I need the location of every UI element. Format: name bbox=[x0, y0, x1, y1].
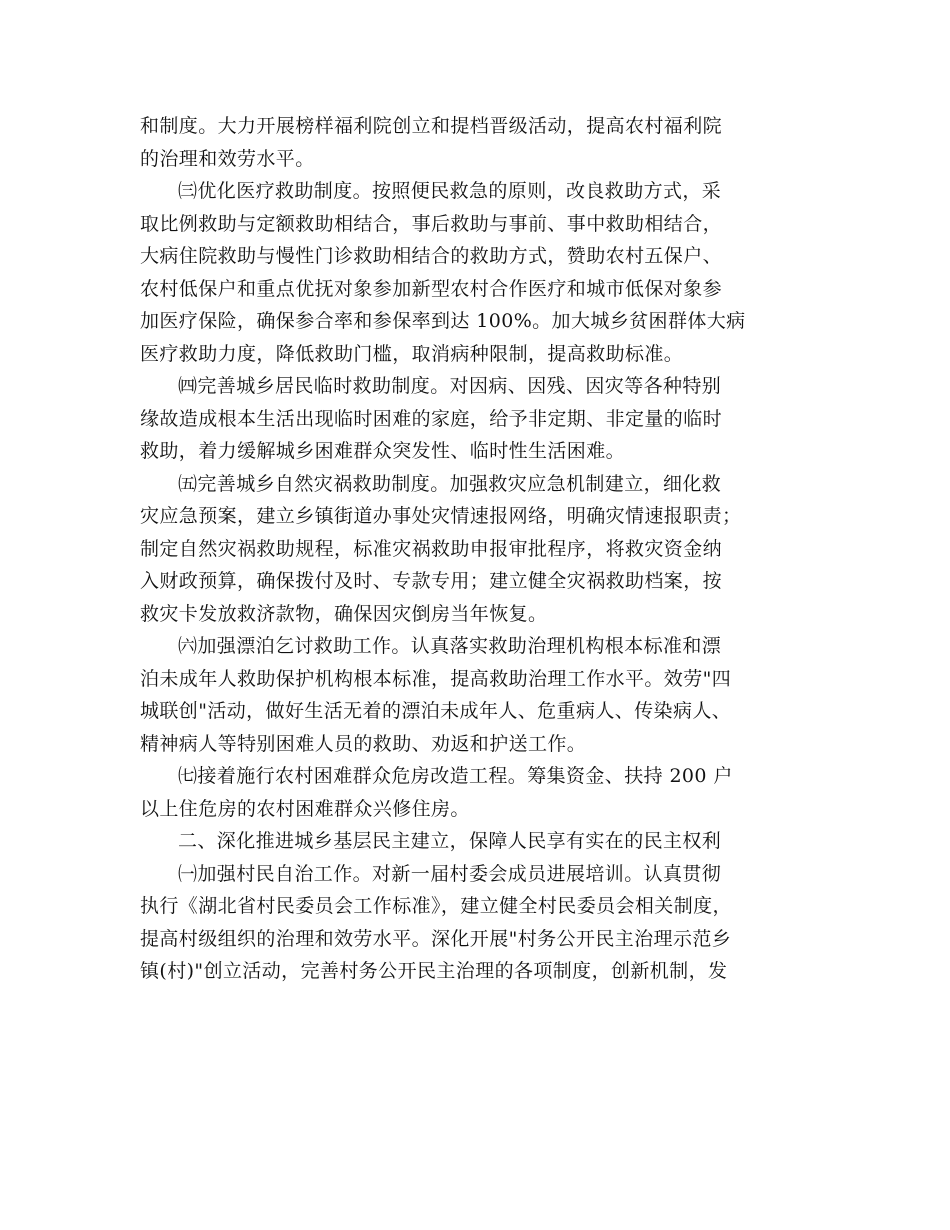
text-line: 以上住危房的农村困难群众兴修住房。 bbox=[140, 797, 470, 820]
text-line: ㈤完善城乡自然灾祸救助制度。加强救灾应急机制建立，细化救 bbox=[178, 472, 722, 495]
text-line: 灾应急预案，建立乡镇街道办事处灾情速报网络，明确灾情速报职责； bbox=[140, 505, 742, 527]
text-line: 提高村级组织的治理和效劳水平。深化开展"村务公开民主治理示范乡 bbox=[140, 927, 732, 950]
text-line: 救助，着力缓解城乡困难群众突发性、临时性生活困难。 bbox=[140, 440, 626, 462]
text-line: 加医疗保险，确保参合率和参保率到达 100%。加大城乡贫困群体大病 bbox=[140, 310, 746, 332]
text-line: 制定自然灾祸救助规程，标准灾祸救助申报审批程序，将救灾资金纳 bbox=[140, 537, 723, 560]
text-line: 医疗救助力度，降低救助门槛，取消病种限制，提高救助标准。 bbox=[140, 342, 684, 365]
text-line: 镇(村)"创立活动，完善村务公开民主治理的各项制度，创新机制，发 bbox=[140, 960, 728, 982]
text-line: 二、深化推进城乡基层民主建立，保障人民享有实在的民主权利 bbox=[178, 830, 722, 852]
text-line: 农村低保户和重点优抚对象参加新型农村合作医疗和城市低保对象参 bbox=[140, 277, 723, 300]
text-line: 救灾卡发放救济款物，确保因灾倒房当年恢复。 bbox=[140, 602, 548, 625]
text-line: 入财政预算，确保拨付及时、专款专用；建立健全灾祸救助档案，按 bbox=[140, 570, 723, 592]
text-line: 城联创"活动，做好生活无着的漂泊未成年人、危重病人、传染病人、 bbox=[140, 700, 732, 722]
text-line: ㈠加强村民自治工作。对新一届村委会成员进展培训。认真贯彻 bbox=[178, 862, 722, 885]
text-line: ㈣完善城乡居民临时救助制度。对因病、因残、因灾等各种特别 bbox=[178, 375, 722, 397]
text-line: ㈥加强漂泊乞讨救助工作。认真落实救助治理机构根本标准和漂 bbox=[178, 635, 722, 657]
text-line: 和制度。大力开展榜样福利院创立和提档晋级活动，提高农村福利院 bbox=[140, 115, 723, 137]
text-line: ㈢优化医疗救助制度。按照便民救急的原则，改良救助方式，采 bbox=[178, 180, 722, 202]
text-line: 取比例救助与定额救助相结合，事后救助与事前、事中救助相结合， bbox=[140, 212, 723, 235]
document-body bbox=[140, 110, 820, 988]
text-line: 大病住院救助与慢性门诊救助相结合的救助方式，赞助农村五保户、 bbox=[140, 245, 723, 267]
text-line: 泊未成年人救助保护机构根本标准，提高救助治理工作水平。效劳"四 bbox=[140, 667, 732, 690]
text-line: 缘故造成根本生活出现临时困难的家庭，给予非定期、非定量的临时 bbox=[140, 407, 723, 430]
text-line: 执行《湖北省村民委员会工作标准》，建立健全村民委员会相关制度， bbox=[140, 895, 732, 917]
text-line: 精神病人等特别困难人员的救助、劝返和护送工作。 bbox=[140, 732, 587, 755]
text-line: 的治理和效劳水平。 bbox=[140, 147, 315, 170]
text-line: ㈦接着施行农村困难群众危房改造工程。筹集资金、扶持 200 户 bbox=[178, 765, 733, 787]
